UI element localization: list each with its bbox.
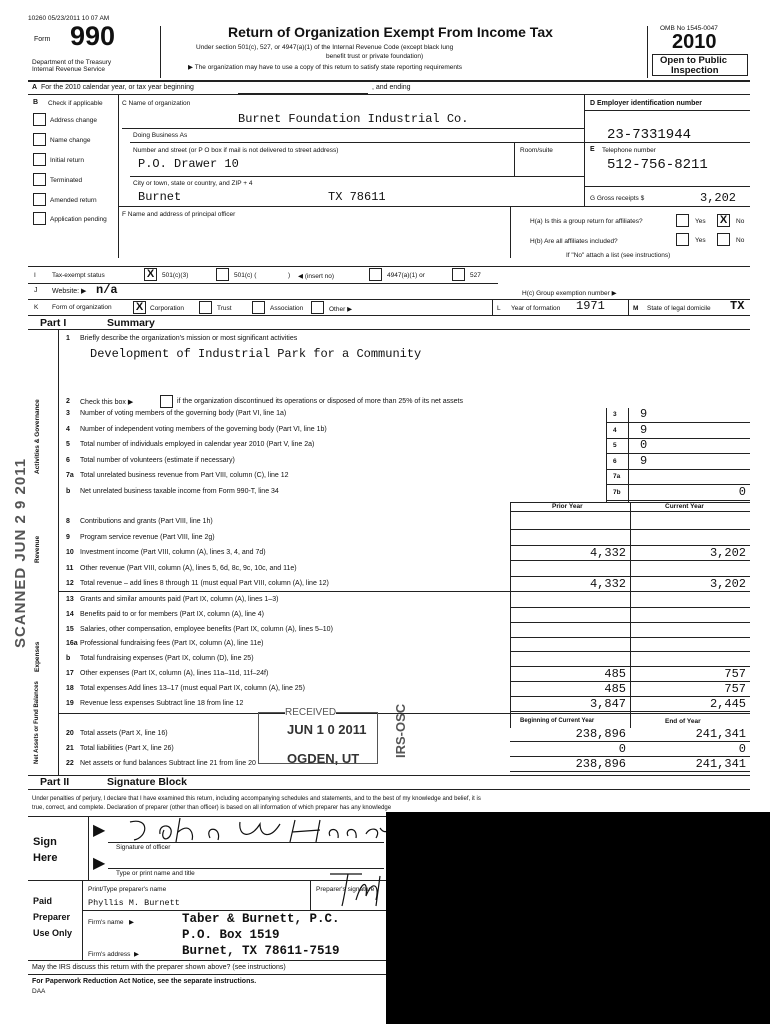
ein-label: D Employer identification number [590,100,703,107]
net-asset-line-text: Total assets (Part X, line 16) [80,730,168,737]
side-revenue: Revenue [34,535,41,563]
org-association-checkbox[interactable] [252,301,265,314]
expense-line-rule [510,622,750,623]
revenue-line-text: Other revenue (Part VIII, column (A), lines 5, 6d, 8c, 9c, 10c, and 11e) [80,564,297,572]
expense-line-number: 18 [66,684,74,692]
sign-arrow-1: ▶ [93,822,106,839]
expense-current-value: 757 [724,681,746,696]
status-501c3-checkbox[interactable]: X [144,268,157,281]
status-4947-label: 4947(a)(1) or [387,272,425,279]
firm-address-line-2: Burnet, TX 78611-7519 [182,944,340,958]
net-asset-line-number: 21 [66,745,74,752]
section-b-label: B [33,99,39,106]
preparer-name-label: Print/Type preparer's name [88,886,167,893]
form-title: Return of Organization Exempt From Income Tax [228,24,553,40]
expense-line-text: Professional fundraising fees (Part IX, column (A), line 11e) [80,640,264,648]
form-number: 990 [70,21,116,51]
ha-yes-checkbox[interactable] [676,214,689,227]
inspection: Inspection [671,65,719,76]
line1-text: Briefly describe the organization's mission or most significant activities [80,335,298,342]
application-pending-label: Application pending [50,216,107,223]
line-j-label: J [34,287,38,294]
revenue-line-number: 11 [66,564,74,572]
revenue-line-text: Total revenue – add lines 8 through 11 (must equal Part VIII, column (A), line 12) [80,580,329,587]
preparer-name: Phyllis M. Burnett [88,898,180,908]
discontinued-checkbox[interactable] [160,395,173,408]
revenue-current-value: 3,202 [709,546,746,560]
revenue-line-text: Investment income (Part VIII, column (A), lines 3, 4, and 7d) [80,549,266,556]
revenue-line-number: 10 [66,549,74,556]
received-label: RECEIVED [285,707,337,718]
expense-prior-value: 485 [604,667,626,681]
expense-line-number: 17 [66,670,74,677]
gov-line-box: 7b [613,488,621,496]
firm-name: Taber & Burnett, P.C. [182,912,340,926]
gov-line-value: 0 [640,438,648,452]
ha-question: H(a) Is this a group return for affiliates? [530,218,643,225]
line-l-label: L [497,305,501,312]
expense-line-number: 14 [66,610,74,618]
ha-yes-label: Yes [695,218,706,225]
gov-line-value: 9 [640,422,648,437]
revenue-line-number: 12 [66,580,74,587]
status-501c-label: 501(c) ( [234,272,257,279]
line-a: A For the 2010 calendar year, or tax year beginning [32,84,194,91]
name-change-label: Name change [50,137,91,144]
expense-line-rule [510,637,750,638]
phone-label: Telephone number [602,147,656,154]
dept-treasury: Department of the Treasury [32,59,112,66]
street-label: Number and street (or P O box if mail is not delivered to street address) [133,147,339,154]
org-corporation-checkbox[interactable]: X [133,301,146,314]
address-change-label: Address change [50,117,97,124]
hb-no-checkbox[interactable] [717,233,730,246]
gov-line-value: 0 [738,484,746,499]
expense-line-text: Total fundraising expenses (Part IX, column (D), line 25) [80,655,254,663]
status-527-label: 527 [470,272,481,279]
gross-receipts-label: G Gross receipts $ [590,195,645,202]
ein-value: 23-7331944 [607,127,692,143]
gov-box-border [606,408,607,503]
penalty-text-1: Under penalties of perjury, I declare that I have examined this return, including accompanying schedules and statements, and to the best of my knowledge and belief, it is [32,796,481,802]
org-name: Burnet Foundation Industrial Co. [238,112,469,126]
scanned-stamp: SCANNED JUN 2 9 2011 [12,457,29,648]
and-ending: , and ending [372,84,411,91]
gov-line-box: 5 [613,442,617,449]
preparer-signature [322,866,386,910]
website-value: n/a [96,283,118,297]
address-change-checkbox[interactable] [33,113,46,126]
principal-officer-label: F Name and address of principal officer [122,211,236,218]
open-to-public: Open to Public [660,55,728,66]
discuss-question: May the IRS discuss this return with the preparer shown above? (see instructions) [32,964,286,971]
received-date: JUN 1 0 2011 [287,722,367,737]
terminated-checkbox[interactable] [33,173,46,186]
sign-label: Sign [33,836,57,848]
city: Burnet [138,190,182,204]
sign-arrow-2: ▶ [93,855,106,872]
hb-note: If "No" attach a list (see instructions) [566,252,671,259]
expense-line-rule [510,607,750,608]
received-stamp [258,707,378,766]
use-only-label: Use Only [33,928,73,938]
net-asset-line-number: 20 [66,730,74,737]
hb-yes-label: Yes [695,237,706,244]
gov-line-number: 3 [66,410,70,417]
net-asset-line-number: 22 [66,760,74,767]
amended-return-label: Amended return [50,197,97,204]
scan-timestamp: 10260 05/23/2011 10 07 AM [28,15,110,22]
gov-line-box: 7a [613,473,621,480]
gov-line-text: Number of voting members of the governing body (Part VI, line 1a) [80,410,287,417]
gov-line-text: Total number of individuals employed in calendar year 2010 (Part V, line 2a) [80,441,315,448]
hb-question: H(b) Are all affiliates included? [530,238,618,245]
expense-line-number: 16a [66,640,78,648]
line2-text-a: Check this box ▶ [80,399,134,406]
state-domicile-label: State of legal domicile [647,305,711,312]
expense-line-number: b [66,655,71,663]
name-change-checkbox[interactable] [33,133,46,146]
terminated-label: Terminated [50,177,83,184]
officer-signature [120,812,390,846]
irs-label: Internal Revenue Service [32,66,105,73]
line-k-label: K [34,304,39,311]
form-label: Form [34,36,51,43]
room-suite-label: Room/suite [520,147,553,154]
insert-no-label: ◀ (insert no) [298,273,335,280]
expense-prior-value: 485 [604,681,626,696]
revenue-line-number: 8 [66,518,70,525]
gov-box-border [628,408,629,503]
state-zip: TX 78611 [328,190,386,204]
form-subtitle-1: Under section 501(c), 527, or 4947(a)(1) of the Internal Revenue Code (except black lung [196,44,454,51]
status-501c3-label: 501(c)(3) [162,272,189,279]
net-asset-line-text: Total liabilities (Part X, line 26) [80,745,174,752]
revenue-line-rule [510,529,750,530]
expense-line-number: 13 [66,596,74,603]
status-501c-checkbox[interactable] [216,268,229,281]
expense-line-text: Revenue less expenses Subtract line 18 from line 12 [80,699,244,707]
paperwork-notice: For Paperwork Reduction Act Notice, see the separate instructions. [32,978,257,985]
part1-label: Part I [40,317,67,329]
net-asset-prior-value: 0 [618,742,626,756]
org-other-label: Other ▶ [329,306,353,313]
status-4947-checkbox[interactable] [369,268,382,281]
type-name-label: Type or print name and title [116,870,195,877]
form-of-org-label: Form of organization [52,304,112,311]
side-activities-governance: Activities & Governance [34,399,41,474]
preparer-signature-label: Preparer's signature [316,886,375,893]
expense-line-number: 19 [66,699,74,707]
net-asset-line-rule [510,771,750,772]
revenue-line-rule [510,560,750,561]
website-label: Website: ▶ [52,288,87,295]
part2-label: Part II [40,776,70,788]
gov-line-text: Number of independent voting members of the governing body (Part VI, line 1b) [80,425,327,433]
gov-line-number: 4 [66,425,70,433]
initial-return-label: Initial return [50,157,84,164]
gov-line-text: Net unrelated business taxable income from Form 990-T, line 34 [80,487,279,495]
expense-line-text: Total expenses Add lines 13–17 (must equal Part IX, column (A), line 25) [80,684,305,692]
here-label: Here [33,852,58,864]
hb-no-label: No [736,237,745,244]
net-asset-current-value: 241,341 [695,757,746,771]
side-expenses: Expenses [34,641,41,672]
beginning-year-header: Beginning of Current Year [520,718,595,724]
end-year-header: End of Year [665,718,701,725]
gov-line-number: 7a [66,472,74,479]
group-exemption-label: H(c) Group exemption number ▶ [522,290,617,297]
year-of-formation: 1971 [576,299,605,313]
check-if-applicable: Check if applicable [48,100,103,107]
daa-label: DAA [32,988,46,995]
expense-line-text: Other expenses (Part IX, column (A), lines 11a–11d, 11f–24f) [80,670,269,677]
gov-line-text: Total number of volunteers (estimate if necessary) [80,456,235,464]
gross-receipts-value: 3,202 [700,191,737,205]
street-address: P.O. Drawer 10 [138,157,239,171]
net-asset-current-value: 241,341 [695,727,746,741]
expense-current-value: 757 [724,667,746,681]
gov-line-number: 5 [66,441,70,448]
amended-return-checkbox[interactable] [33,193,46,206]
firm-name-label: Firm's name ▶ [88,919,134,926]
revenue-line-text: Program service revenue (Part VIII, line 2g) [80,533,215,541]
tax-year: 2010 [672,31,717,53]
expense-line-text: Salaries, other compensation, employee benefits (Part IX, column (A), lines 5–10) [80,625,333,633]
status-501c-close: ) [288,272,291,279]
city-label: City or town, state or country, and ZIP + 4 [133,180,253,187]
org-corporation-label: Corporation [150,305,184,312]
line1-number: 1 [66,335,70,342]
side-net-assets: Net Assets or Fund Balances [34,681,40,764]
revenue-prior-value: 4,332 [589,577,626,591]
firm-address-label: Firm's address ▶ [88,951,140,958]
expense-prior-value: 3,847 [589,696,626,711]
line2-number: 2 [66,398,70,405]
state-domicile: TX [730,299,745,313]
expense-line-text: Grants and similar amounts paid (Part IX, column (A), lines 1–3) [80,596,279,603]
org-name-label: C Name of organization [122,100,191,107]
dba-label: Doing Business As [133,132,188,139]
signature-officer-label: Signature of officer [116,844,171,851]
revenue-line-number: 9 [66,533,70,541]
application-pending-checkbox[interactable] [33,212,46,225]
net-asset-prior-value: 238,896 [575,727,626,741]
org-trust-checkbox[interactable] [199,301,212,314]
current-year-header: Current Year [665,503,704,510]
line-m-label: M [633,305,639,312]
paid-label: Paid [33,896,53,906]
part1-title: Summary [107,317,155,329]
status-527-checkbox[interactable] [452,268,465,281]
gov-line-value: 9 [640,407,648,421]
initial-return-checkbox[interactable] [33,153,46,166]
gov-line-box: 4 [613,426,617,434]
mission-statement: Development of Industrial Park for a Community [90,347,422,361]
expense-line-number: 15 [66,625,74,633]
prior-year-header: Prior Year [552,503,583,510]
gov-line-box: 6 [613,457,617,465]
redaction-block [386,812,770,1024]
gov-line-number: b [66,487,71,495]
line2-text-b: if the organization discontinued its operations or disposed of more than 25% of its net assets [177,398,464,405]
part2-title: Signature Block [107,776,187,788]
year-of-formation-label: Year of formation [511,305,561,312]
revenue-current-value: 3,202 [709,577,746,591]
gov-line-number: 6 [66,456,70,464]
net-asset-current-value: 0 [738,742,746,756]
tax-exempt-status-label: Tax-exempt status [52,272,105,279]
revenue-line-text: Contributions and grants (Part VIII, line 1h) [80,518,213,525]
gov-line-text: Total unrelated business revenue from Part VIII, column (C), line 12 [80,472,289,479]
phone-value: 512-756-8211 [607,157,708,173]
expense-line-rule [510,651,750,652]
org-other-checkbox[interactable] [311,301,324,314]
ha-no-label: No [736,218,745,225]
net-asset-line-text: Net assets or fund balances Subtract line 21 from line 20 [80,760,256,767]
penalty-text-2: true, correct, and complete. Declaration of preparer (other than officer) is based on all information of which preparer has any knowledge [32,805,392,811]
phone-e-label: E [590,146,595,153]
revenue-prior-value: 4,332 [589,546,626,560]
ha-no-checkbox[interactable]: X [717,214,730,227]
net-asset-prior-value: 238,896 [575,757,626,771]
gov-line-value: 9 [640,453,648,468]
org-trust-label: Trust [217,305,232,312]
expense-line-text: Benefits paid to or for members (Part IX, column (A), line 4) [80,610,265,618]
expense-current-value: 2,445 [709,696,746,711]
gov-line-box: 3 [613,411,617,418]
omb-number: OMB No 1545-0047 [660,25,718,32]
line-i-label: I [34,272,36,279]
firm-address-line-1: P.O. Box 1519 [182,928,280,942]
form-subtitle-3: ▶ The organization may have to use a copy of this return to satisfy state reporting requirements [188,64,463,71]
received-city: OGDEN, UT [287,751,360,766]
irs-osc-stamp: IRS-OSC [393,703,408,758]
hb-yes-checkbox[interactable] [676,233,689,246]
form-subtitle-2: benefit trust or private foundation) [326,53,424,60]
expense-line-rule [510,711,750,712]
preparer-label: Preparer [33,912,71,922]
org-association-label: Association [270,305,304,312]
